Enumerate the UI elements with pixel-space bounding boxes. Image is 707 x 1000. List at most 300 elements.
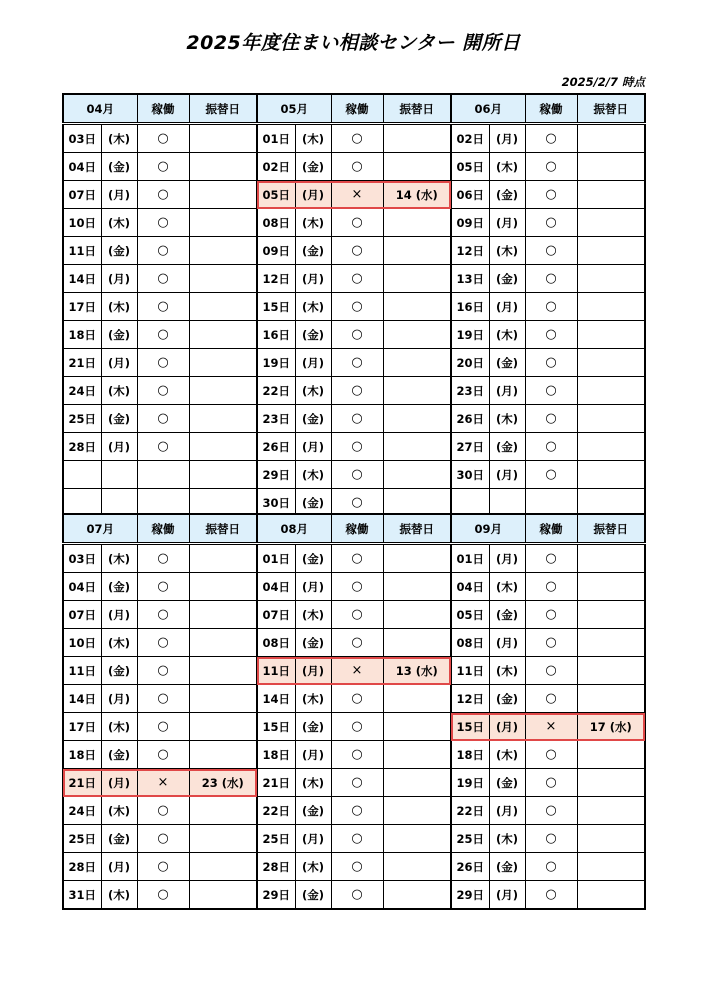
month-header: 04月 <box>63 94 137 124</box>
day-cell: 30日 <box>257 489 295 518</box>
operating-mark-cell: ○ <box>525 629 577 657</box>
table-row <box>63 433 645 461</box>
weekday-cell: (木) <box>489 825 525 853</box>
substitute-day-cell: 13 (水) <box>383 657 451 685</box>
weekday-cell: (月) <box>489 881 525 910</box>
day-cell: 25日 <box>451 825 489 853</box>
weekday-cell: (月) <box>101 181 137 209</box>
substitute-day-cell <box>189 881 257 910</box>
day-cell: 07日 <box>63 601 101 629</box>
table-row <box>63 825 645 853</box>
day-cell: 01日 <box>257 124 295 153</box>
substitute-day-cell <box>577 657 645 685</box>
day-cell: 16日 <box>257 321 295 349</box>
day-cell: 24日 <box>63 377 101 405</box>
weekday-cell: (木) <box>489 657 525 685</box>
weekday-cell: (月) <box>295 433 331 461</box>
table-row <box>63 321 645 349</box>
table-row <box>63 741 645 769</box>
operating-mark-cell: ○ <box>331 349 383 377</box>
day-cell: 05日 <box>451 153 489 181</box>
table-row <box>63 181 645 209</box>
operating-mark-cell: ○ <box>525 321 577 349</box>
substitute-day-cell <box>383 349 451 377</box>
substitute-day-cell <box>189 349 257 377</box>
operating-mark-cell: ○ <box>137 825 189 853</box>
weekday-cell: (木) <box>295 601 331 629</box>
operating-mark-cell: ○ <box>525 853 577 881</box>
substitute-day-cell <box>189 629 257 657</box>
operating-mark-cell: ○ <box>331 461 383 489</box>
operating-header: 稼働 <box>525 94 577 124</box>
operating-mark-cell: ○ <box>525 797 577 825</box>
operating-mark-cell: ○ <box>525 881 577 910</box>
substitute-day-cell <box>383 769 451 797</box>
operating-mark-cell: ○ <box>331 265 383 293</box>
substitute-day-cell <box>189 377 257 405</box>
operating-mark-cell: ○ <box>137 573 189 601</box>
day-cell: 11日 <box>451 657 489 685</box>
weekday-cell: (月) <box>489 377 525 405</box>
operating-mark-cell: ○ <box>331 853 383 881</box>
day-cell: 09日 <box>451 209 489 237</box>
weekday-cell: (月) <box>489 629 525 657</box>
operating-mark-cell: ○ <box>525 544 577 573</box>
weekday-cell: (月) <box>295 573 331 601</box>
weekday-cell: (月) <box>295 349 331 377</box>
substitute-day-cell <box>189 405 257 433</box>
day-cell: 25日 <box>63 405 101 433</box>
substitute-day-cell <box>577 573 645 601</box>
operating-mark-cell: ○ <box>525 741 577 769</box>
substitute-day-cell <box>189 853 257 881</box>
operating-header: 稼働 <box>137 94 189 124</box>
weekday-cell: (木) <box>295 209 331 237</box>
table-row <box>63 657 645 685</box>
operating-mark-cell: ○ <box>137 405 189 433</box>
substitute-day-cell <box>577 685 645 713</box>
operating-mark-cell: ○ <box>137 321 189 349</box>
day-cell: 12日 <box>451 237 489 265</box>
operating-mark-cell: ○ <box>137 713 189 741</box>
weekday-cell: (木) <box>489 573 525 601</box>
weekday-cell: (木) <box>295 293 331 321</box>
weekday-cell: (金) <box>295 153 331 181</box>
substitute-day-cell <box>577 349 645 377</box>
day-cell: 26日 <box>451 405 489 433</box>
substitute-day-cell <box>383 433 451 461</box>
substitute-day-cell <box>189 433 257 461</box>
day-cell: 21日 <box>63 349 101 377</box>
day-cell: 21日 <box>63 769 101 797</box>
day-cell: 12日 <box>257 265 295 293</box>
table-row <box>63 769 645 797</box>
day-cell: 12日 <box>451 685 489 713</box>
day-cell: 25日 <box>63 825 101 853</box>
weekday-cell: (月) <box>101 601 137 629</box>
operating-header: 稼働 <box>137 514 189 544</box>
operating-mark-cell: ○ <box>331 544 383 573</box>
substitute-day-cell <box>383 853 451 881</box>
weekday-cell: (木) <box>101 377 137 405</box>
day-cell: 08日 <box>257 209 295 237</box>
weekday-cell: (月) <box>489 209 525 237</box>
day-cell: 06日 <box>451 181 489 209</box>
substitute-day-cell <box>189 321 257 349</box>
day-cell: 14日 <box>63 685 101 713</box>
operating-mark-cell: ○ <box>525 153 577 181</box>
substitute-day-cell <box>189 265 257 293</box>
substitute-header: 振替日 <box>383 94 451 124</box>
weekday-cell: (木) <box>489 321 525 349</box>
weekday-cell: (金) <box>295 321 331 349</box>
weekday-cell: (月) <box>489 461 525 489</box>
day-cell: 24日 <box>63 797 101 825</box>
weekday-cell: (金) <box>101 657 137 685</box>
table-row <box>63 153 645 181</box>
operating-mark-cell: ○ <box>525 349 577 377</box>
substitute-day-cell: 17 (水) <box>577 713 645 741</box>
substitute-day-cell <box>189 237 257 265</box>
day-cell: 18日 <box>63 321 101 349</box>
operating-mark-cell: ○ <box>525 769 577 797</box>
weekday-cell: (金) <box>489 769 525 797</box>
table-row <box>63 349 645 377</box>
weekday-cell: (月) <box>295 657 331 685</box>
operating-mark-cell: ○ <box>137 657 189 685</box>
weekday-cell: (月) <box>101 769 137 797</box>
operating-mark-cell: ○ <box>525 265 577 293</box>
table-row <box>63 713 645 741</box>
day-cell: 03日 <box>63 544 101 573</box>
substitute-day-cell <box>577 124 645 153</box>
substitute-header: 振替日 <box>383 514 451 544</box>
weekday-cell: (木) <box>489 405 525 433</box>
substitute-day-cell <box>383 629 451 657</box>
day-cell: 23日 <box>451 377 489 405</box>
calendar-table-apr-jun <box>62 93 646 518</box>
substitute-day-cell <box>577 629 645 657</box>
day-cell: 19日 <box>257 349 295 377</box>
substitute-day-cell <box>383 601 451 629</box>
operating-mark-cell: ○ <box>525 825 577 853</box>
substitute-day-cell <box>577 181 645 209</box>
month-header: 09月 <box>451 514 525 544</box>
table-row <box>63 601 645 629</box>
operating-mark-cell: ○ <box>525 293 577 321</box>
month-header: 05月 <box>257 94 331 124</box>
operating-mark-cell: ○ <box>525 237 577 265</box>
day-cell: 17日 <box>63 293 101 321</box>
substitute-day-cell <box>383 209 451 237</box>
substitute-day-cell <box>577 209 645 237</box>
day-cell: 22日 <box>257 377 295 405</box>
day-cell: 18日 <box>63 741 101 769</box>
substitute-header: 振替日 <box>577 94 645 124</box>
page-title: 2025年度住まい相談センター 開所日 <box>186 32 521 54</box>
weekday-cell: (金) <box>295 881 331 910</box>
operating-mark-cell: ○ <box>525 601 577 629</box>
weekday-cell: (金) <box>295 405 331 433</box>
operating-mark-cell: ○ <box>331 209 383 237</box>
operating-mark-cell: ○ <box>137 237 189 265</box>
operating-mark-cell: ○ <box>525 405 577 433</box>
substitute-day-cell <box>383 797 451 825</box>
weekday-cell: (金) <box>101 405 137 433</box>
weekday-cell: (木) <box>295 461 331 489</box>
substitute-day-cell <box>189 544 257 573</box>
weekday-cell: (木) <box>295 769 331 797</box>
day-cell: 22日 <box>451 797 489 825</box>
operating-mark-cell: ○ <box>331 685 383 713</box>
weekday-cell: (月) <box>101 265 137 293</box>
weekday-cell: (木) <box>489 153 525 181</box>
substitute-day-cell <box>189 657 257 685</box>
operating-mark-cell: ○ <box>137 881 189 910</box>
operating-mark-cell: ○ <box>331 377 383 405</box>
substitute-day-cell <box>189 293 257 321</box>
operating-mark-cell <box>137 461 189 489</box>
operating-mark-cell: ○ <box>137 685 189 713</box>
weekday-cell: (金) <box>101 741 137 769</box>
day-cell: 27日 <box>451 433 489 461</box>
operating-mark-cell: ○ <box>137 741 189 769</box>
weekday-cell: (金) <box>295 797 331 825</box>
operating-mark-cell: ○ <box>137 601 189 629</box>
operating-mark-cell: ○ <box>525 377 577 405</box>
operating-mark-cell: ○ <box>137 433 189 461</box>
day-cell: 07日 <box>257 601 295 629</box>
day-cell: 30日 <box>451 461 489 489</box>
weekday-cell: (月) <box>101 433 137 461</box>
operating-mark-cell: ○ <box>137 124 189 153</box>
substitute-day-cell <box>577 321 645 349</box>
substitute-day-cell <box>577 769 645 797</box>
substitute-day-cell <box>383 153 451 181</box>
weekday-cell: (木) <box>101 881 137 910</box>
table-row <box>63 853 645 881</box>
month-header: 07月 <box>63 514 137 544</box>
substitute-day-cell <box>577 265 645 293</box>
table-header-row <box>63 514 645 544</box>
operating-mark-cell: × <box>137 769 189 797</box>
table-row <box>63 629 645 657</box>
day-cell: 02日 <box>257 153 295 181</box>
substitute-day-cell <box>383 881 451 910</box>
substitute-day-cell <box>383 573 451 601</box>
operating-mark-cell: ○ <box>137 265 189 293</box>
substitute-day-cell <box>189 181 257 209</box>
operating-mark-cell: ○ <box>331 433 383 461</box>
table-row <box>63 405 645 433</box>
weekday-cell: (金) <box>489 685 525 713</box>
day-cell: 07日 <box>63 181 101 209</box>
substitute-header: 振替日 <box>189 94 257 124</box>
weekday-cell: (金) <box>101 153 137 181</box>
weekday-cell: (金) <box>489 265 525 293</box>
substitute-header: 振替日 <box>577 514 645 544</box>
table-row <box>63 237 645 265</box>
weekday-cell <box>101 461 137 489</box>
day-cell: 29日 <box>257 461 295 489</box>
weekday-cell: (金) <box>101 573 137 601</box>
day-cell: 14日 <box>257 685 295 713</box>
substitute-day-cell: 23 (水) <box>189 769 257 797</box>
day-cell: 29日 <box>451 881 489 910</box>
day-cell: 04日 <box>63 153 101 181</box>
day-cell: 26日 <box>451 853 489 881</box>
weekday-cell: (月) <box>295 741 331 769</box>
day-cell: 15日 <box>257 293 295 321</box>
day-cell: 11日 <box>63 657 101 685</box>
day-cell: 02日 <box>451 124 489 153</box>
operating-mark-cell: ○ <box>331 124 383 153</box>
table-row <box>63 209 645 237</box>
month-header: 08月 <box>257 514 331 544</box>
day-cell: 23日 <box>257 405 295 433</box>
weekday-cell: (木) <box>489 237 525 265</box>
weekday-cell: (木) <box>295 685 331 713</box>
day-cell: 13日 <box>451 265 489 293</box>
day-cell: 16日 <box>451 293 489 321</box>
as-of-date: 2025/2/7 時点 <box>561 75 645 89</box>
substitute-day-cell <box>189 601 257 629</box>
table-header-row <box>63 94 645 124</box>
operating-mark-cell: × <box>525 713 577 741</box>
substitute-day-cell <box>383 237 451 265</box>
substitute-day-cell <box>577 153 645 181</box>
month-header: 06月 <box>451 94 525 124</box>
substitute-day-cell <box>383 124 451 153</box>
weekday-cell: (木) <box>101 797 137 825</box>
operating-mark-cell: ○ <box>331 881 383 910</box>
day-cell: 22日 <box>257 797 295 825</box>
operating-mark-cell: ○ <box>331 321 383 349</box>
operating-mark-cell: ○ <box>331 741 383 769</box>
weekday-cell: (月) <box>489 124 525 153</box>
substitute-day-cell <box>383 685 451 713</box>
table-row <box>63 573 645 601</box>
operating-mark-cell: ○ <box>137 853 189 881</box>
weekday-cell: (金) <box>295 629 331 657</box>
table-row <box>63 685 645 713</box>
weekday-cell: (木) <box>489 741 525 769</box>
substitute-day-cell <box>577 601 645 629</box>
day-cell <box>63 461 101 489</box>
weekday-cell: (金) <box>489 433 525 461</box>
substitute-day-cell <box>189 209 257 237</box>
operating-header: 稼働 <box>525 514 577 544</box>
operating-mark-cell: ○ <box>331 405 383 433</box>
calendar-table-jul-sep <box>62 513 646 910</box>
operating-mark-cell: ○ <box>525 124 577 153</box>
weekday-cell: (金) <box>101 825 137 853</box>
day-cell: 17日 <box>63 713 101 741</box>
day-cell: 09日 <box>257 237 295 265</box>
day-cell: 04日 <box>257 573 295 601</box>
weekday-cell: (木) <box>101 209 137 237</box>
weekday-cell: (月) <box>101 853 137 881</box>
operating-header: 稼働 <box>331 94 383 124</box>
table-row <box>63 293 645 321</box>
substitute-day-cell <box>189 573 257 601</box>
substitute-day-cell <box>383 377 451 405</box>
substitute-day-cell <box>383 741 451 769</box>
substitute-day-cell <box>383 461 451 489</box>
substitute-day-cell: 14 (水) <box>383 181 451 209</box>
substitute-day-cell <box>383 405 451 433</box>
day-cell: 19日 <box>451 321 489 349</box>
substitute-day-cell <box>577 853 645 881</box>
day-cell: 18日 <box>451 741 489 769</box>
day-cell: 08日 <box>451 629 489 657</box>
operating-mark-cell: ○ <box>331 769 383 797</box>
day-cell: 10日 <box>63 629 101 657</box>
substitute-day-cell <box>577 461 645 489</box>
weekday-cell: (金) <box>489 601 525 629</box>
weekday-cell: (月) <box>295 825 331 853</box>
weekday-cell: (金) <box>489 349 525 377</box>
weekday-cell: (月) <box>489 544 525 573</box>
operating-mark-cell: ○ <box>137 209 189 237</box>
substitute-day-cell <box>189 461 257 489</box>
day-cell: 08日 <box>257 629 295 657</box>
substitute-day-cell <box>577 377 645 405</box>
operating-mark-cell: ○ <box>137 629 189 657</box>
day-cell: 11日 <box>257 657 295 685</box>
operating-mark-cell: ○ <box>137 544 189 573</box>
weekday-cell: (月) <box>489 797 525 825</box>
day-cell: 31日 <box>63 881 101 910</box>
weekday-cell: (月) <box>295 265 331 293</box>
day-cell: 15日 <box>257 713 295 741</box>
substitute-day-cell <box>577 881 645 910</box>
substitute-day-cell <box>383 293 451 321</box>
day-cell: 15日 <box>451 713 489 741</box>
weekday-cell: (金) <box>295 489 331 518</box>
weekday-cell: (木) <box>295 377 331 405</box>
operating-mark-cell: ○ <box>331 153 383 181</box>
table-row <box>63 377 645 405</box>
weekday-cell: (月) <box>101 685 137 713</box>
substitute-day-cell <box>577 237 645 265</box>
operating-mark-cell: ○ <box>525 209 577 237</box>
operating-mark-cell: ○ <box>525 657 577 685</box>
operating-mark-cell: ○ <box>137 153 189 181</box>
day-cell: 18日 <box>257 741 295 769</box>
weekday-cell: (金) <box>295 713 331 741</box>
day-cell: 26日 <box>257 433 295 461</box>
substitute-day-cell <box>189 124 257 153</box>
operating-mark-cell: ○ <box>331 237 383 265</box>
day-cell: 28日 <box>257 853 295 881</box>
substitute-day-cell <box>577 433 645 461</box>
day-cell: 05日 <box>257 181 295 209</box>
operating-mark-cell: ○ <box>137 181 189 209</box>
operating-mark-cell: ○ <box>331 601 383 629</box>
operating-mark-cell: ○ <box>525 573 577 601</box>
day-cell: 01日 <box>451 544 489 573</box>
substitute-header: 振替日 <box>189 514 257 544</box>
day-cell: 29日 <box>257 881 295 910</box>
operating-mark-cell: ○ <box>525 181 577 209</box>
operating-mark-cell: ○ <box>331 293 383 321</box>
weekday-cell: (金) <box>295 237 331 265</box>
day-cell: 11日 <box>63 237 101 265</box>
substitute-day-cell <box>577 825 645 853</box>
weekday-cell: (木) <box>101 544 137 573</box>
operating-mark-cell: ○ <box>331 573 383 601</box>
